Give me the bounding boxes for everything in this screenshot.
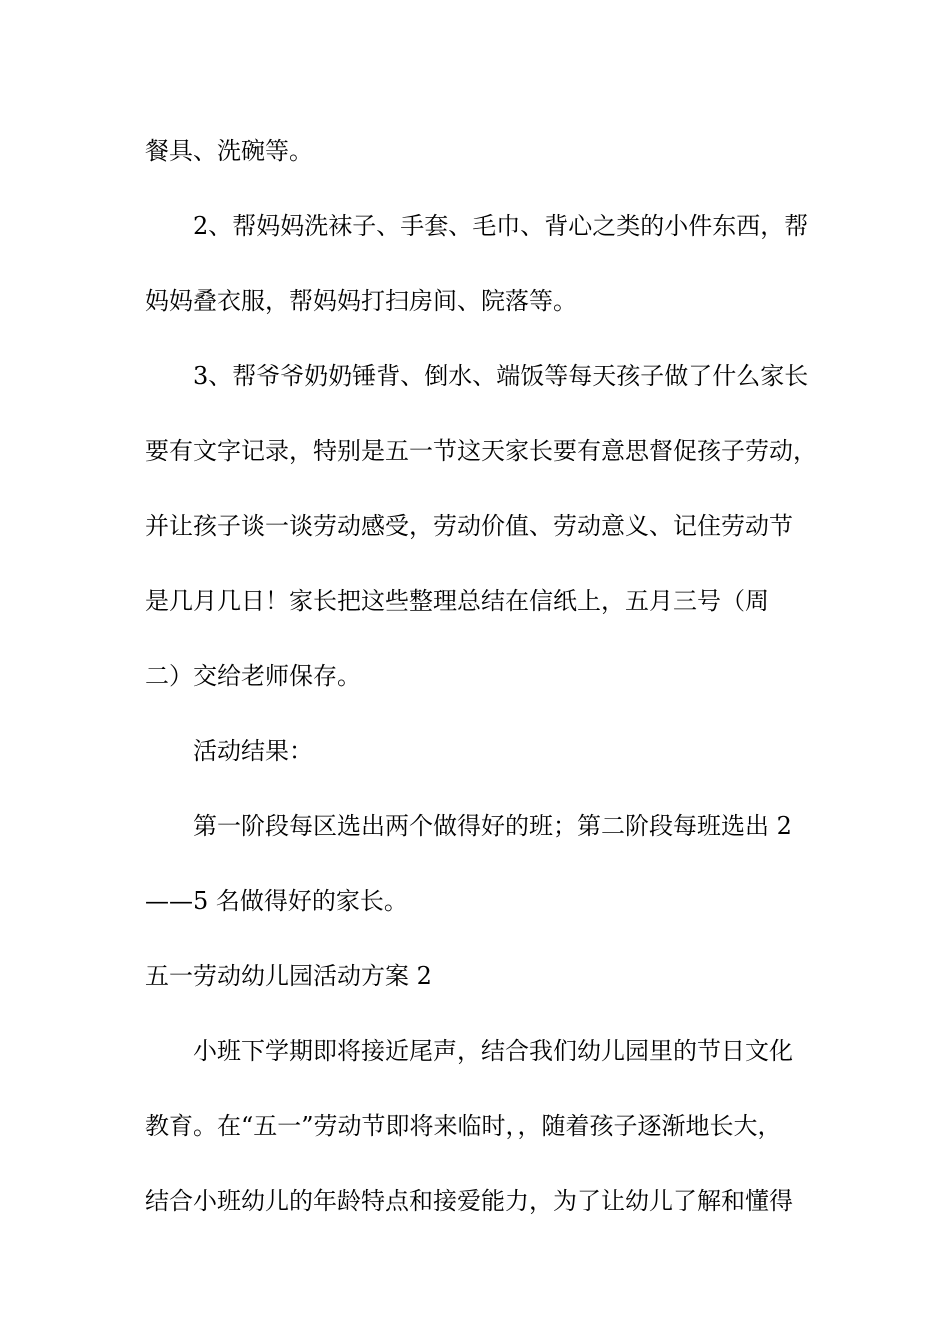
- paragraph-line: 3、帮爷爷奶奶锤背、倒水、端饭等每天孩子做了什么家长: [193, 362, 809, 390]
- paragraph-line: 要有文字记录，特别是五一节这天家长要有意思督促孩子劳动，: [145, 437, 817, 465]
- paragraph-line: 2、帮妈妈洗袜子、手套、毛巾、背心之类的小件东西，帮: [193, 212, 809, 240]
- paragraph-line: 小班下学期即将接近尾声，结合我们幼儿园里的节日文化: [193, 1037, 793, 1065]
- paragraph-line: 是几月几日！家长把这些整理总结在信纸上，五月三号（周: [145, 587, 769, 615]
- paragraph-line: 并让孩子谈一谈劳动感受，劳动价值、劳动意义、记住劳动节: [145, 512, 793, 540]
- paragraph-line: 妈妈叠衣服，帮妈妈打扫房间、院落等。: [145, 287, 577, 315]
- paragraph-line: 教育。在“五一”劳动节即将来临时，，随着孩子逐渐地长大，: [145, 1112, 782, 1140]
- section-heading: 五一劳动幼儿园活动方案 2: [145, 962, 432, 990]
- paragraph-line: 餐具、洗碗等。: [145, 137, 313, 165]
- paragraph-line: 第一阶段每区选出两个做得好的班；第二阶段每班选出 2: [193, 812, 792, 840]
- section-label: 活动结果：: [193, 737, 313, 765]
- paragraph-line: 二）交给老师保存。: [145, 662, 361, 690]
- paragraph-line: 结合小班幼儿的年龄特点和接爱能力，为了让幼儿了解和懂得: [145, 1187, 793, 1215]
- paragraph-line: ——5 名做得好的家长。: [145, 887, 408, 915]
